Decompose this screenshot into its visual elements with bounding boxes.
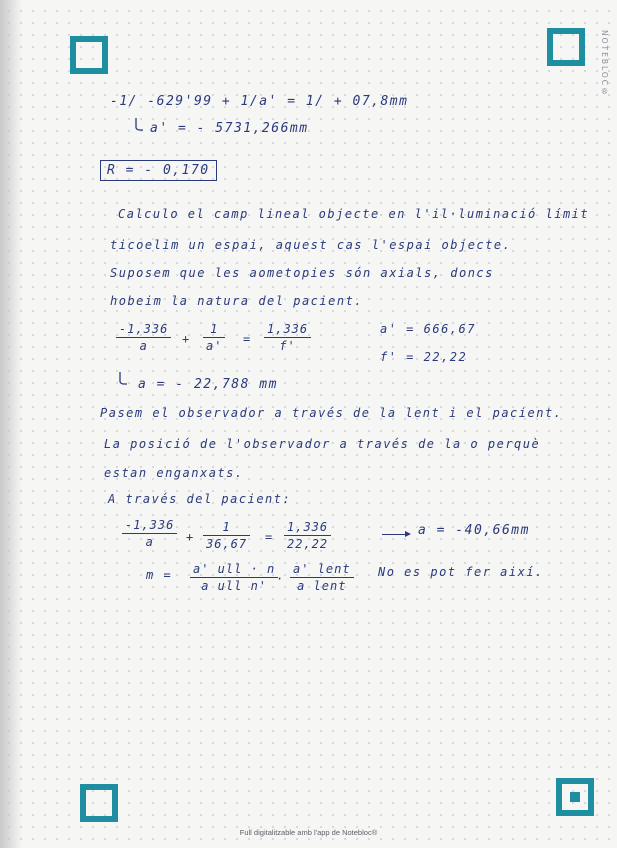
eq3-f1-denominator: a ull n' [201,579,268,593]
eq2-plus: + [186,530,194,544]
eq3-dot: · [276,572,284,586]
eq1-f3-denominator: f' [279,339,296,353]
note-line-1: -1/ -629'99 + 1/a' = 1/ + 07,8mm [110,94,409,109]
arrow-hook-icon [134,118,144,132]
brand-vertical-label: NOTEBLOC® [600,30,609,99]
eq1-f2-numerator: 1 [210,322,219,336]
para2-line4: A través del pacient: [108,492,292,506]
eq2-f2-denominator: 36,67 [206,537,248,551]
eq2-f3-numerator: 1,336 [287,520,329,534]
eq1-f3-numerator: 1,336 [267,322,309,336]
eq1-side-value-2: f' = 22,22 [380,350,468,364]
corner-marker-top-right [547,28,585,66]
eq3-fraction-1 [190,562,278,593]
eq2-fraction-1 [122,518,177,549]
implies-arrow-icon [382,534,408,535]
eq2-equals: = [265,530,273,544]
para1-line2: ticoelim un espai, aquest cas l'espai objecte. [110,238,512,252]
eq1-f1-numerator: -1,336 [119,322,169,336]
corner-marker-top-left [70,36,108,74]
eq2-f2-numerator: 1 [222,520,231,534]
eq1-fraction-2 [203,322,225,353]
note-line-2: a' = - 5731,266mm [150,121,309,136]
eq3-f2-denominator: a lent [297,579,347,593]
eq3-comment: No es pot fer així. [378,565,544,579]
result-line-1: a = - 22,788 mm [138,377,278,392]
eq2-fraction-3 [284,520,331,551]
para1-line3: Suposem que les aometopies són axials, doncs [110,266,494,280]
para2-line2: La posició de l'observador a través de la o perquè [104,437,541,451]
eq2-fraction-2 [203,520,250,551]
arrow-hook-icon [118,372,128,386]
eq1-f1-denominator: a [139,339,148,353]
eq2-f3-denominator: 22,22 [287,537,329,551]
eq1-fraction-3 [264,322,311,353]
eq1-fraction-1 [116,322,171,353]
eq2-f1-numerator: -1,336 [125,518,175,532]
eq2-f1-denominator: a [145,535,154,549]
eq1-side-value-1: a' = 666,67 [380,322,476,336]
eq2-result: a = -40,66mm [418,523,530,538]
corner-marker-bottom-right [556,778,594,816]
binding-shadow [0,0,22,848]
para2-line1: Pasem el observador a través de la lent i el pacient. [100,406,563,420]
para2-line3: estan enganxats. [104,466,244,480]
eq1-equals: = [243,332,251,346]
corner-marker-bottom-left [80,784,118,822]
eq1-f2-denominator: a' [206,339,223,353]
eq3-f2-numerator: a' lent [293,562,351,576]
para1-line4: hobeim la natura del pacient. [110,294,364,308]
eq3-fraction-2 [290,562,354,593]
eq1-plus: + [182,332,190,346]
boxed-result: R = - 0,170 [100,160,217,181]
para1-line1: Calculo el camp lineal objecte en l'il·luminació límit [118,207,590,221]
eq3-f1-numerator: a' ull · n [193,562,276,576]
eq3-lhs: m = [146,568,173,582]
footer-brand-text: Full digitalitzable amb l'app de Notebloc® [239,828,378,837]
